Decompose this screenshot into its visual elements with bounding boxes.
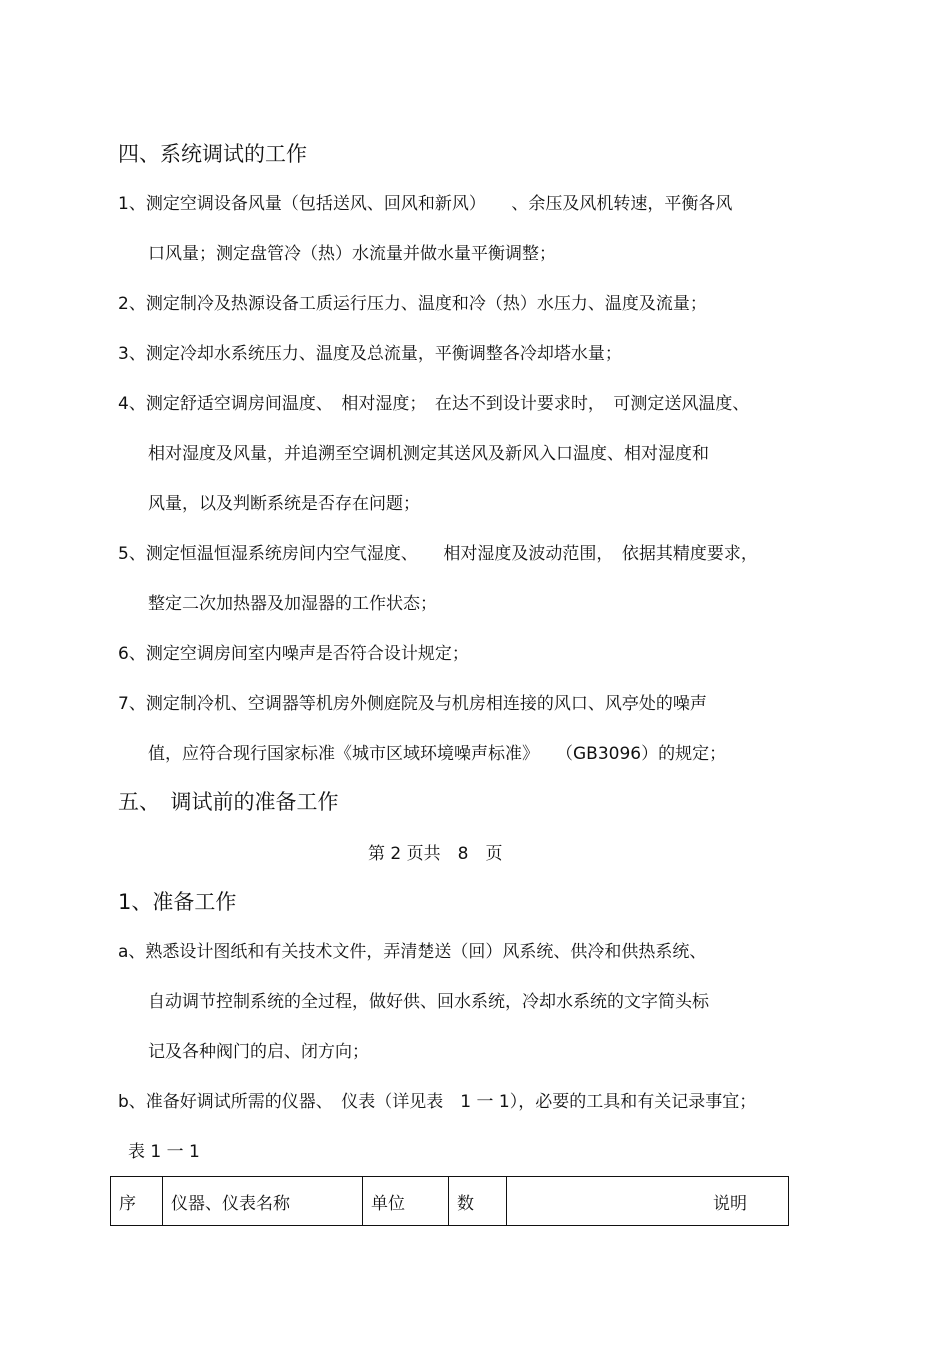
list-item-line: b、准备好调试所需的仪器、 仪表（详见表 1 一 1），必要的工具和有关记录事宜； bbox=[118, 1092, 757, 1112]
list-item-line: 自动调节控制系统的全过程，做好供、回水系统，冷却水系统的文字简头标 bbox=[148, 992, 709, 1012]
page-number: 第 2 页共 8 页 bbox=[368, 844, 503, 864]
list-item-line: 1、测定空调设备风量（包括送风、回风和新风） 、余压及风机转速，平衡各风 bbox=[118, 194, 733, 214]
list-item-line: 风量，以及判断系统是否存在问题； bbox=[148, 494, 420, 514]
section-heading: 五、 调试前的准备工作 bbox=[118, 790, 339, 814]
list-item-line: a、熟悉设计图纸和有关技术文件，弄清楚送（回）风系统、供冷和供热系统、 bbox=[118, 942, 707, 962]
column-header-instrument-name: 仪器、仪表名称 bbox=[163, 1177, 363, 1226]
column-header-notes: 说明 bbox=[507, 1177, 789, 1226]
list-item-line: 记及各种阀门的启、闭方向； bbox=[148, 1042, 369, 1062]
list-item-line: 值，应符合现行国家标准《城市区域环境噪声标准》 （GB3096）的规定； bbox=[148, 744, 727, 764]
subsection-heading: 1、准备工作 bbox=[118, 890, 237, 914]
list-item-line: 相对湿度及风量，并追溯至空调机测定其送风及新风入口温度、相对湿度和 bbox=[148, 444, 709, 464]
table-caption: 表 1 一 1 bbox=[128, 1142, 200, 1162]
section-heading: 四、系统调试的工作 bbox=[118, 142, 307, 166]
list-item-line: 7、测定制冷机、空调器等机房外侧庭院及与机房相连接的风口、风亭处的噪声 bbox=[118, 694, 707, 714]
column-header-unit: 单位 bbox=[363, 1177, 449, 1226]
list-item-line: 6、测定空调房间室内噪声是否符合设计规定； bbox=[118, 644, 469, 664]
list-item-line: 口风量；测定盘管冷（热）水流量并做水量平衡调整； bbox=[148, 244, 556, 264]
column-header-index: 序 bbox=[111, 1177, 163, 1226]
table-header-row bbox=[111, 1177, 789, 1226]
list-item-line: 5、测定恒温恒湿系统房间内空气湿度、 相对湿度及波动范围， 依据其精度要求， bbox=[118, 544, 758, 564]
list-item-line: 3、测定冷却水系统压力、温度及总流量，平衡调整各冷却塔水量； bbox=[118, 344, 622, 364]
list-item-line: 4、测定舒适空调房间温度、 相对湿度； 在达不到设计要求时， 可测定送风温度、 bbox=[118, 394, 750, 414]
column-header-quantity: 数 bbox=[449, 1177, 507, 1226]
list-item-line: 2、测定制冷及热源设备工质运行压力、温度和冷（热）水压力、温度及流量； bbox=[118, 294, 707, 314]
list-item-line: 整定二次加热器及加湿器的工作状态； bbox=[148, 594, 437, 614]
equipment-table bbox=[110, 1176, 789, 1226]
